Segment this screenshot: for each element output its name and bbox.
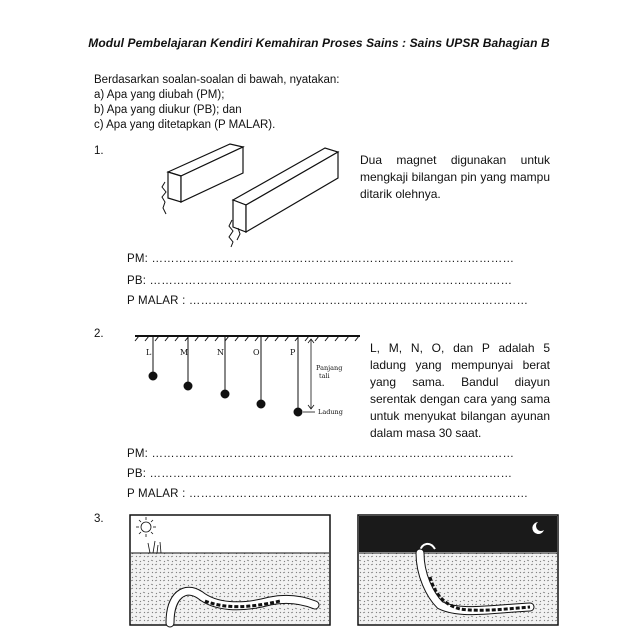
magnets-illustration (150, 140, 365, 250)
question-2-description: L, M, N, O, dan P adalah 5 ladung yang mempunyai berat yang sama. Bandul diayun serentak dengan cara yang sama untuk menyukat bilangan ayunan dalam masa 30 saat. (370, 341, 550, 440)
question-1-pmalar-line[interactable]: P MALAR : …………………………………………………………………………… (127, 295, 529, 307)
sun-icon (136, 517, 156, 537)
question-1-description: Dua magnet digunakan untuk mengkaji bilangan pin yang mampu ditarik olehnya. (360, 153, 550, 201)
worms-day-night-illustration (130, 515, 560, 627)
pendulum-label-m: M (180, 348, 189, 357)
pendulum-label-l: L (146, 348, 152, 357)
instruction-line: Berdasarkan soalan-soalan di bawah, nyatakan: (94, 74, 340, 86)
label-panjang: Panjang (316, 364, 343, 372)
instruction-item-a: a) Apa yang diubah (PM); (94, 89, 225, 101)
question-2-number: 2. (94, 328, 104, 340)
instruction-item-b: b) Apa yang diukur (PB); dan (94, 104, 242, 116)
label-tali: tali (319, 372, 330, 380)
question-1-pb-line[interactable]: PB: ………………………………………………………………………………… (127, 275, 513, 287)
question-2-pb-line[interactable]: PB: ………………………………………………………………………………… (127, 468, 513, 480)
pendulum-label-n: N (217, 348, 224, 357)
instruction-item-c: c) Apa yang ditetapkan (P MALAR). (94, 119, 276, 131)
question-3-number: 3. (94, 513, 104, 525)
pendulum-label-p: P (290, 348, 296, 357)
question-1-pm-line[interactable]: PM: ………………………………………………………………………………… (127, 253, 515, 265)
question-1-number: 1. (94, 145, 104, 157)
pendulums-illustration (135, 333, 365, 423)
night-scene (358, 515, 558, 625)
question-2-pm-line[interactable]: PM: ………………………………………………………………………………… (127, 448, 515, 460)
instructions (94, 73, 340, 133)
pendulum-label-o: O (253, 348, 260, 357)
question-2-pmalar-line[interactable]: P MALAR : …………………………………………………………………………… (127, 488, 529, 500)
label-ladung: Ladung (318, 408, 343, 416)
page-header: Modul Pembelajaran Kendiri Kemahiran Proses Sains : Sains UPSR Bahagian B (88, 36, 550, 50)
day-scene (130, 515, 330, 625)
